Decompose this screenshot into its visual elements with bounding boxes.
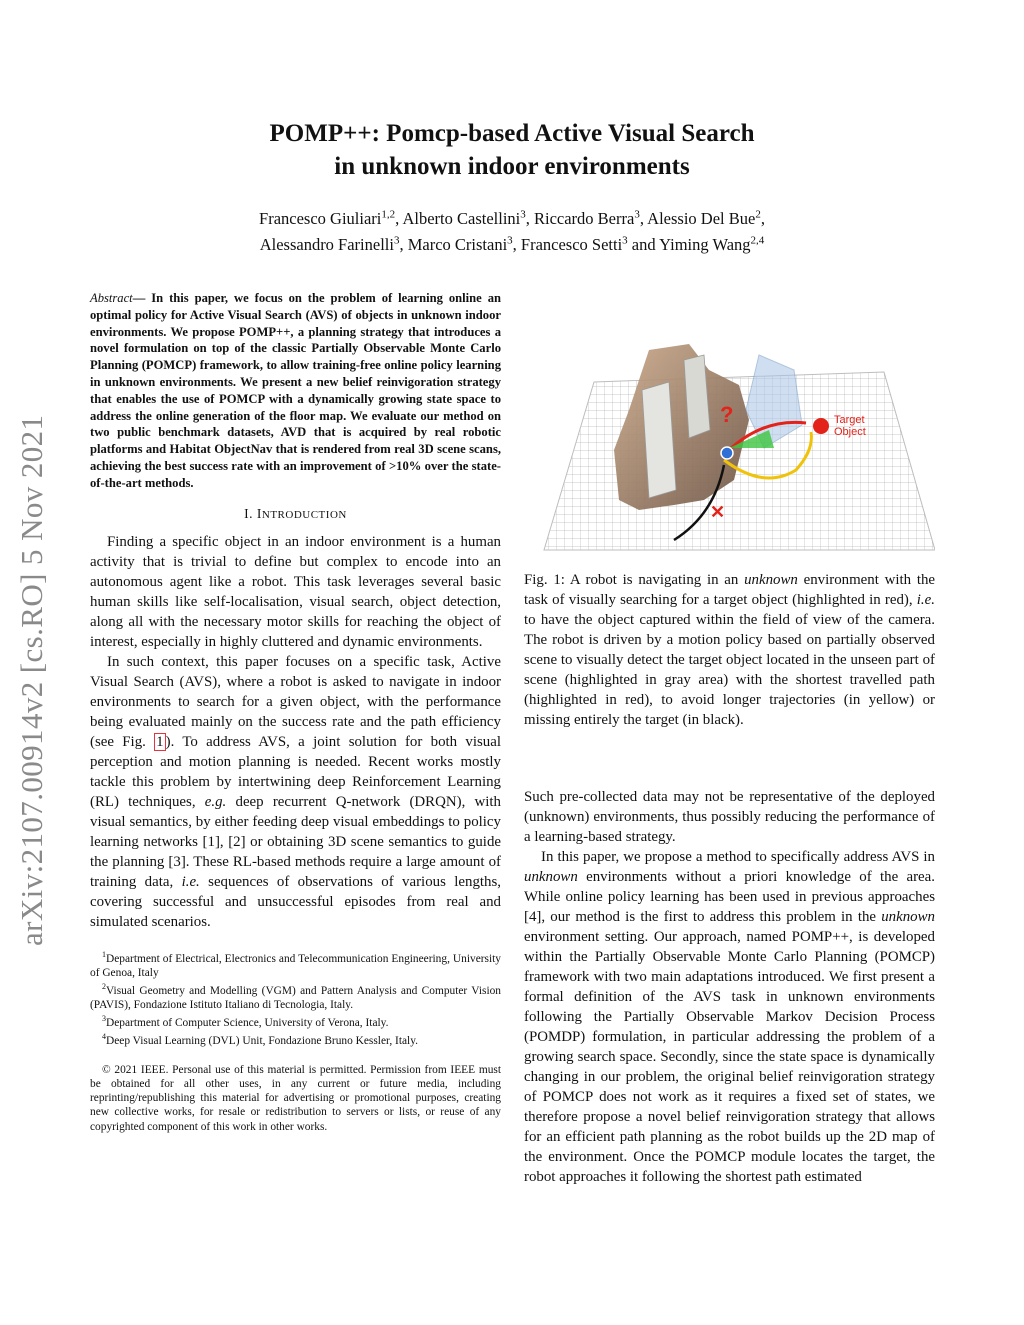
author-line-2 bbox=[90, 232, 934, 258]
footnote-number: 1 bbox=[102, 949, 106, 959]
footnote bbox=[90, 1012, 501, 1030]
footnote-number: 3 bbox=[102, 1014, 106, 1024]
author-name: , Alberto Castellini bbox=[395, 209, 521, 228]
text-run: ). To address AVS, a joint solution for both visual perception and motion planning is needed. Recent works mostly tackle this problem by intertwining deep Reinforcement Learning (RL) techniques, bbox=[90, 733, 501, 810]
author-name: and Yiming Wang bbox=[627, 235, 751, 254]
footnote-text: Deep Visual Learning (DVL) Unit, Fondazione Bruno Kessler, Italy. bbox=[106, 1035, 419, 1048]
author-affiliation: 2 bbox=[755, 208, 761, 221]
text-run: environments without a priori knowledge of the area. While online policy learning has been used in previous approaches [4], our method is the first to address this problem in the bbox=[524, 869, 935, 925]
figure-1-caption bbox=[524, 570, 935, 730]
author-name: Francesco Giuliari bbox=[259, 209, 382, 228]
footnote-text: Department of Computer Science, University of Verona, Italy. bbox=[106, 1017, 389, 1030]
intro-paragraph-2 bbox=[90, 652, 501, 932]
copyright-notice: © 2021 IEEE. Personal use of this material is permitted. Permission from IEEE must be obtained for all other uses, in any current or future media, including reprinting/republishing this material for advertising or promotional purposes, creating new collective works, for resale or redistribution to servers or lists, or reuse of any copyrighted component of this work in other works. bbox=[90, 1063, 501, 1133]
text-run-italic: e.g. bbox=[204, 793, 227, 810]
text-run-italic: i.e. bbox=[916, 592, 935, 608]
intro-paragraph-1: Finding a specific object in an indoor environment is a human activity that is trivial to define but complex to encode into an autonomous agent like a robot. This task leverages several basic human skills like self-localisation, visual search, object detection, along all with the necessary motor skills for reaching the object of interest, especially in highly cluttered and dynamic environments. bbox=[90, 533, 501, 650]
paper-title bbox=[90, 117, 934, 183]
author-affiliation: 3 bbox=[507, 234, 513, 247]
text-run-italic: unknown bbox=[744, 572, 798, 588]
abstract-text: — In this paper, we focus on the problem of learning online an optimal policy for Active Visual Search (AVS) of objects in unknown indoor environments. We propose POMP++, a planning strategy that introduces a novel formulation on top of the classic Partially Observable Monte Carlo Planning (POMCP) framework, to allow training-free online policy learning in unknown environments. We present a new belief reinvigoration strategy that enables the use of POMCP with a dynamically growing state space to address the online generation of the floor map. We evaluate our method on two public benchmark datasets, AVD that is acquired by real robotic platforms and Habitat ObjectNav that is rendered from real 3D scene scans, achieving the best success rate with an improvement of >10% over the state-of-the-art methods. bbox=[90, 291, 501, 490]
author-affiliation: 2,4 bbox=[750, 234, 765, 247]
abstract bbox=[90, 290, 501, 492]
figure-link[interactable]: 1 bbox=[156, 733, 164, 750]
footnote-number: 2 bbox=[102, 981, 106, 991]
footnote-text: Department of Electrical, Electronics and Telecommunication Engineering, University of Genoa, Italy bbox=[90, 952, 501, 979]
footnote-number: 4 bbox=[102, 1032, 106, 1042]
text-run: Fig. 1: A robot is navigating in an bbox=[524, 572, 745, 588]
author-name: , Marco Cristani bbox=[399, 235, 508, 254]
text-run: sequences of observations of various lengths, covering successful and unsuccessful episodes from real and simulated scenarios. bbox=[90, 873, 501, 930]
author-name: , Francesco Setti bbox=[512, 235, 623, 254]
footnote bbox=[90, 948, 501, 980]
left-column bbox=[90, 290, 501, 1134]
author-affiliation: 3 bbox=[520, 208, 526, 221]
section-initial: I bbox=[256, 505, 262, 521]
author-name: , Alessio Del Bue bbox=[639, 209, 756, 228]
question-mark: ? bbox=[720, 402, 734, 427]
abstract-lead: Abstract bbox=[90, 291, 133, 305]
author-name: , Riccardo Berra bbox=[525, 209, 635, 228]
author-line-1 bbox=[90, 206, 934, 232]
object-label: Object bbox=[834, 426, 866, 438]
miss-marker: ✕ bbox=[710, 502, 726, 522]
author-list bbox=[90, 206, 934, 258]
author-affiliation: 3 bbox=[634, 208, 640, 221]
footnote-text: Visual Geometry and Modelling (VGM) and Pattern Analysis and Computer Vision (PAVIS), Fondazione Istituto Italiano di Tecnologia, Italy. bbox=[90, 984, 501, 1012]
text-run: environment setting. Our approach, named POMP++, is developed within the Partially Observable Monte Carlo Planning (POMCP) framework with two main adaptations introduced. We first present a formal definition of the AVS task in unknown environments following the Partially Observable Markov Decision Process (POMDP) formulation, in particular addressing the problem of a growing search space. Secondly, since the state space is dynamically changing in our problem, the original belief reinvigoration strategy of POMCP does not work as it requires a fixed set of states, we therefore propose a novel belief reinvigoration strategy that allows for an efficient path planning as the robot builds up the 2D map of the environment. Once the POMCP module locates the target, the robot approaches it following the shortest path estimated bbox=[524, 929, 935, 1185]
title-line-1: POMP++: Pomcp-based Active Visual Search bbox=[269, 120, 755, 147]
arxiv-identifier: arXiv:2107.00914v2 [cs.RO] 5 Nov 2021 bbox=[14, 414, 49, 946]
footnote bbox=[90, 1030, 501, 1048]
target-label: Target bbox=[834, 414, 865, 426]
author-affiliation: 3 bbox=[393, 234, 400, 247]
text-run: In this paper, we propose a method to specifically address AVS in bbox=[541, 849, 935, 865]
footnote bbox=[90, 980, 501, 1012]
right-paragraph-1: Such pre-collected data may not be representative of the deployed (unknown) environments, thus possibly reducing the performance of a learning-based strategy. bbox=[524, 789, 935, 845]
text-run: In such context, this paper focuses on a specific task, Active Visual Search (AVS), where a robot is asked to navigate in indoor environments to search for a given object, with the performance being evaluated mainly on the success rate and the path efficiency (see Fig. bbox=[90, 653, 501, 750]
right-paragraph-2 bbox=[524, 847, 935, 1187]
target-object bbox=[813, 418, 829, 434]
text-run: deep recurrent Q-network (DRQN), with visual semantics, by either feeding deep visual embeddings to policy learning networks [1], [2] or obtaining 3D scene semantics to guide the planning [3]. These RL-based methods require a large amount of training data, bbox=[90, 793, 501, 890]
text-run: environment with the task of visually searching for a target object (highlighted in red), bbox=[524, 572, 936, 608]
text-run-italic: unknown bbox=[881, 909, 935, 925]
author-affiliation: 3 bbox=[622, 234, 628, 247]
scene-illustration bbox=[524, 330, 935, 560]
author-separator: , bbox=[760, 209, 765, 228]
section-number: I. bbox=[244, 505, 257, 521]
right-column-text bbox=[524, 787, 935, 1187]
author-affiliation: 1,2 bbox=[381, 208, 396, 221]
text-run-italic: unknown bbox=[524, 869, 578, 885]
section-title-rest: NTRODUCTION bbox=[261, 508, 347, 521]
affiliation-footnotes bbox=[90, 948, 501, 1049]
text-run-italic: i.e. bbox=[181, 873, 200, 890]
author-name: Alessandro Farinelli bbox=[259, 235, 394, 254]
robot bbox=[721, 447, 733, 459]
figure-1-scene bbox=[524, 330, 935, 560]
section-heading-introduction bbox=[90, 506, 501, 522]
text-run: to have the object captured within the field of view of the camera. The robot is driven by a motion policy based on partially observed scene to visually detect the target object located in the unseen part of scene (highlighted in gray area) with the shortest travelled path (highlighted in red), to avoid longer trajectories (in yellow) or missing entirely the target (in black). bbox=[524, 612, 935, 728]
title-line-2: in unknown indoor environments bbox=[334, 153, 690, 180]
